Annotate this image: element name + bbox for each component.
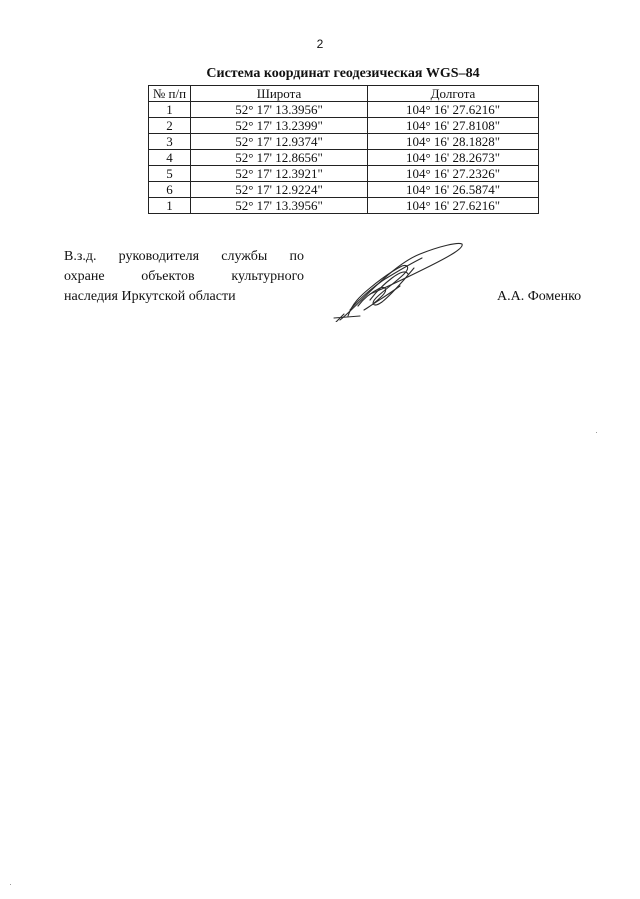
signature-stroke (348, 265, 414, 316)
cell-number: 3 (149, 134, 191, 150)
table-row (149, 118, 539, 134)
signature-stroke (340, 243, 462, 320)
signer-position-line: В.з.д. руководителя службы по (64, 249, 304, 264)
page-number: 2 (316, 37, 324, 51)
table-row (149, 102, 539, 118)
table-row (149, 198, 539, 214)
signer-position (64, 247, 304, 307)
signer-position-line: наследия Иркутской области (64, 289, 236, 304)
cell-longitude: 104° 16' 28.2673" (368, 150, 539, 166)
table-row (149, 150, 539, 166)
table-title: Система координат геодезическая WGS–84 (206, 66, 480, 81)
cell-latitude: 52° 17' 12.9224" (191, 182, 368, 198)
scan-speck (596, 432, 597, 433)
cell-latitude: 52° 17' 12.9374" (191, 134, 368, 150)
header-longitude: Долгота (368, 86, 539, 102)
cell-number: 5 (149, 166, 191, 182)
handwritten-signature (330, 236, 470, 322)
cell-number: 1 (149, 198, 191, 214)
signer-name: А.А. Фоменко (497, 289, 582, 304)
cell-longitude: 104° 16' 27.2326" (368, 166, 539, 182)
cell-number: 1 (149, 102, 191, 118)
scan-speck (10, 884, 11, 885)
cell-longitude: 104° 16' 26.5874" (368, 182, 539, 198)
coordinates-table (148, 85, 539, 214)
table-row (149, 134, 539, 150)
cell-number: 2 (149, 118, 191, 134)
cell-number: 6 (149, 182, 191, 198)
table-row (149, 166, 539, 182)
cell-longitude: 104° 16' 27.8108" (368, 118, 539, 134)
cell-longitude: 104° 16' 28.1828" (368, 134, 539, 150)
cell-latitude: 52° 17' 12.3921" (191, 166, 368, 182)
signature-stroke (334, 314, 360, 322)
cell-latitude: 52° 17' 12.8656" (191, 150, 368, 166)
table-header-row (149, 86, 539, 102)
header-latitude: Широта (191, 86, 368, 102)
header-number: № п/п (149, 86, 191, 102)
cell-number: 4 (149, 150, 191, 166)
cell-longitude: 104° 16' 27.6216" (368, 198, 539, 214)
cell-latitude: 52° 17' 13.3956" (191, 102, 368, 118)
cell-longitude: 104° 16' 27.6216" (368, 102, 539, 118)
cell-latitude: 52° 17' 13.2399" (191, 118, 368, 134)
cell-latitude: 52° 17' 13.3956" (191, 198, 368, 214)
signer-position-line: охране объектов культурного (64, 269, 304, 284)
table-row (149, 182, 539, 198)
